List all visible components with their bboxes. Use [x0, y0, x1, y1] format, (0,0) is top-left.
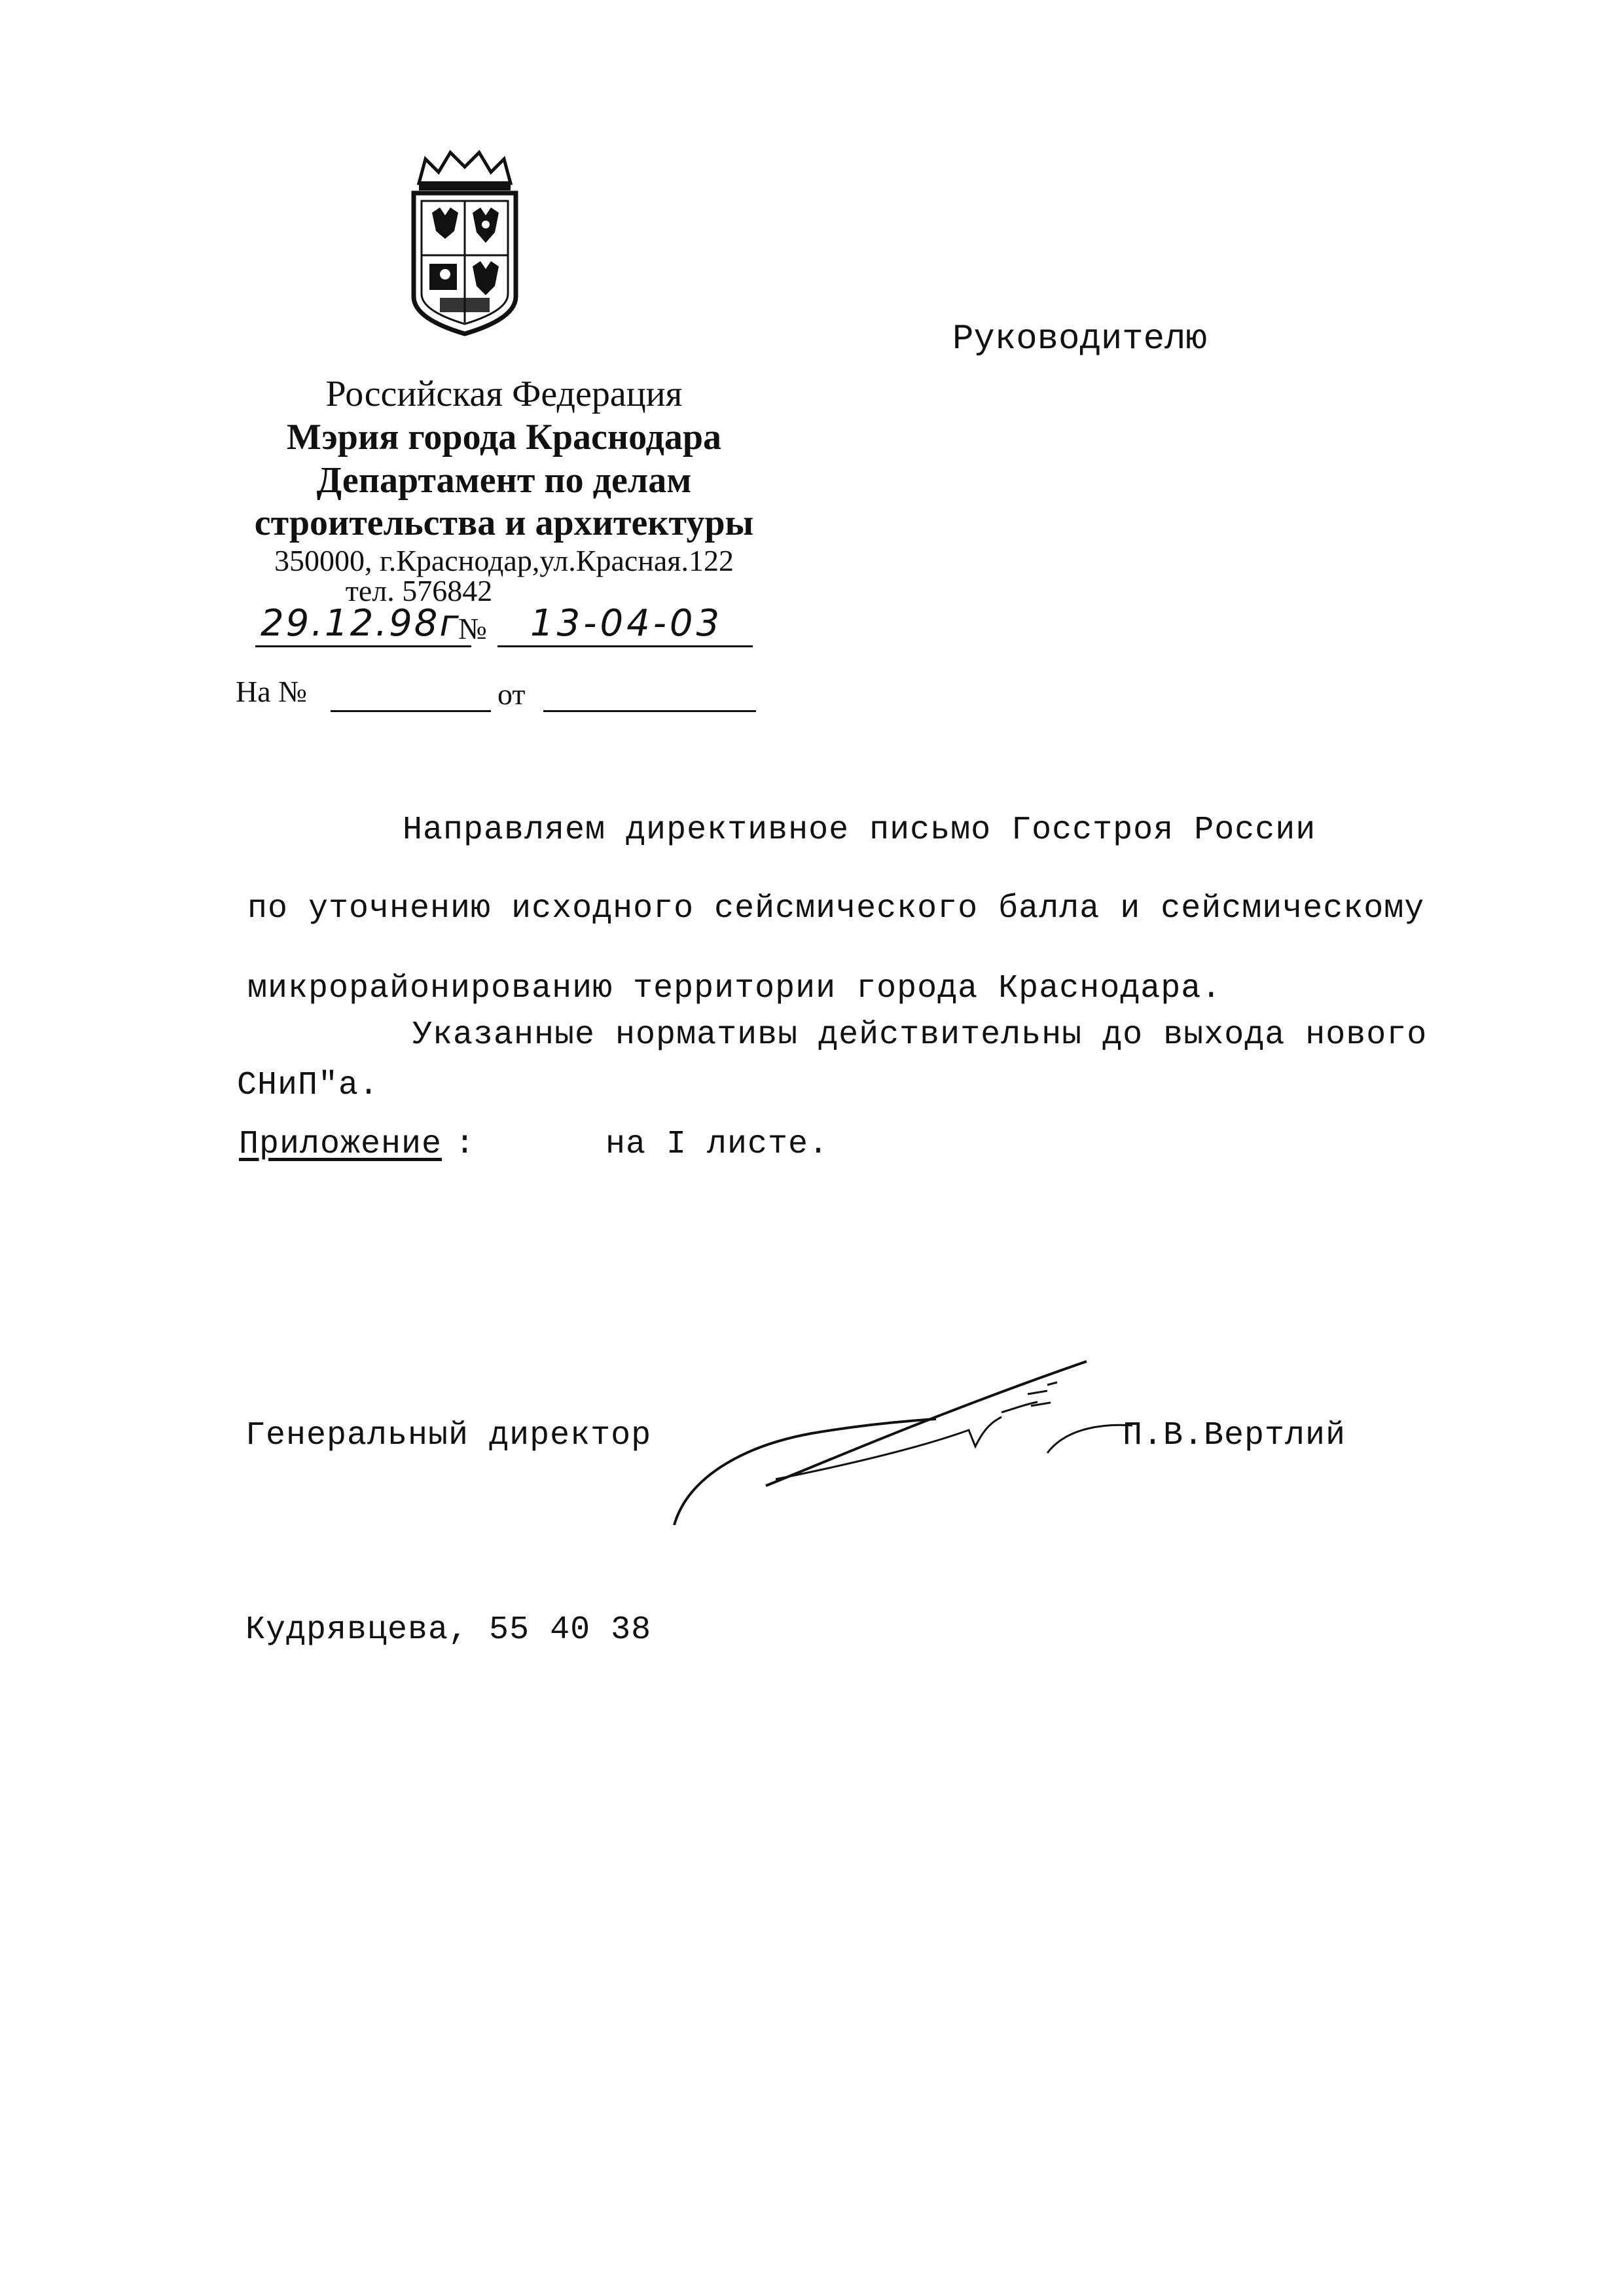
- body-line-4: Указанные нормативы действительны до выхода нового: [412, 1016, 1428, 1054]
- body-line-3: микрорайонированию территории города Краснодара.: [247, 970, 1222, 1007]
- reference-from-label: от: [497, 677, 526, 711]
- attachment-label-text: Приложение: [239, 1126, 442, 1163]
- body-line-2: по уточнению исходного сейсмического балла и сейсмическому: [247, 890, 1425, 927]
- organization-name: Мэрия города Краснодара: [286, 417, 722, 457]
- address: 350000, г.Краснодар,ул.Красная.122: [274, 544, 734, 577]
- registration-number: 13-04-03: [530, 602, 723, 645]
- reference-line: [236, 674, 759, 720]
- executor-contact: Кудрявцева, 55 40 38: [245, 1611, 652, 1649]
- signatory-title: Генеральный директор: [245, 1417, 652, 1454]
- attachment-label: [239, 1126, 442, 1163]
- attachment-value: на I листе.: [605, 1126, 829, 1163]
- recipient: Руководителю: [952, 319, 1207, 359]
- department-name-line2: строительства и архитектуры: [254, 503, 754, 543]
- attachment-colon: :: [455, 1126, 476, 1163]
- phone: тел. 576842: [345, 574, 493, 607]
- department-name-line1: Департамент по делам: [316, 460, 692, 501]
- registration-line: [249, 602, 753, 655]
- registration-date: 29.12.98г: [261, 602, 461, 645]
- signatory-name: П.В.Вертлий: [1123, 1417, 1346, 1454]
- body-line-1: Направляем директивное письмо Госстроя России: [403, 812, 1316, 849]
- coat-of-arms-icon: [399, 147, 530, 337]
- handwritten-signature-icon: [661, 1348, 1132, 1532]
- registration-number-label: №: [458, 612, 487, 645]
- reference-number-label: На №: [236, 675, 308, 708]
- country-name: Российская Федерация: [325, 374, 683, 414]
- body-line-5: СНиП"а.: [237, 1067, 380, 1104]
